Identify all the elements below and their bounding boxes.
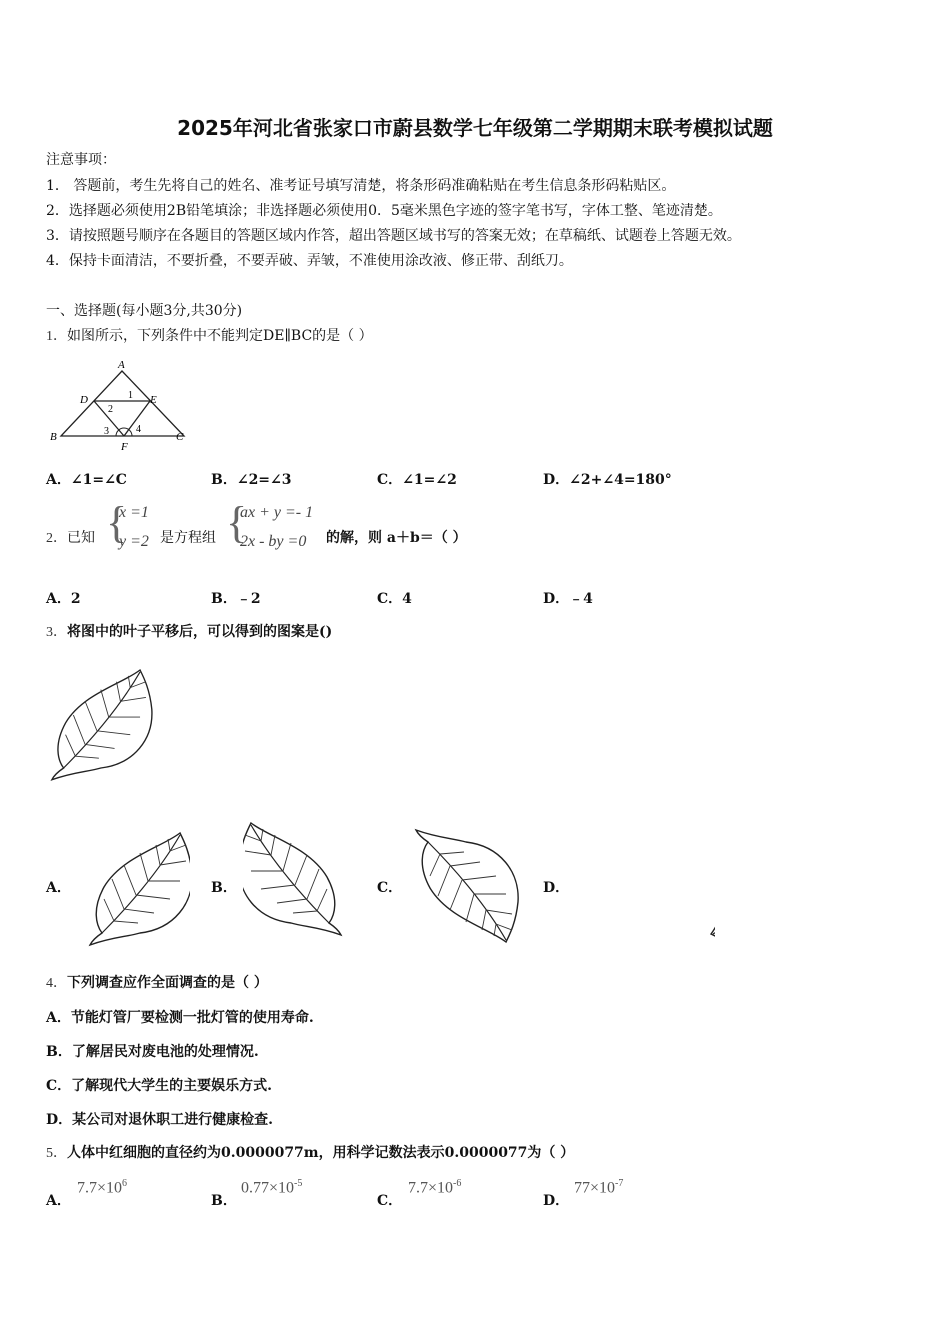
- q3-option-a-leaf-image[interactable]: [80, 825, 190, 953]
- question-2-pre: 已知: [67, 530, 95, 546]
- solution-x: x =1: [119, 504, 149, 521]
- question-1-number: 1．: [46, 329, 67, 344]
- q2-option-d: D．﹣4: [543, 591, 593, 607]
- q5-option-b-base: 0.77×10: [241, 1179, 295, 1197]
- label-F: F: [121, 441, 128, 453]
- equation-2: 2x - by =0: [240, 533, 307, 550]
- label-angle-4: 4: [136, 424, 141, 435]
- q3-option-d-leaf-image[interactable]: [585, 836, 715, 940]
- q3-option-c-label: C．: [377, 880, 403, 896]
- question-3: [46, 622, 332, 643]
- q4-option-c: C．了解现代大学生的主要娱乐方式.: [46, 1078, 273, 1094]
- q5-option-d-label: D．: [543, 1193, 570, 1209]
- q2-option-a: A．2: [46, 591, 81, 607]
- label-A: A: [118, 359, 125, 371]
- original-leaf-image: [48, 660, 158, 790]
- question-2-lead: [46, 528, 95, 549]
- question-2-number: 2．: [46, 531, 67, 546]
- triangle-figure: [46, 356, 196, 454]
- equation-1: ax + y =- 1: [240, 504, 314, 521]
- question-5-number: 5．: [46, 1146, 67, 1161]
- left-brace-1: {: [106, 498, 128, 547]
- label-angle-3: 3: [104, 426, 109, 437]
- question-2-mid: 是方程组: [160, 530, 216, 546]
- q5-option-c-value: [408, 1178, 461, 1197]
- q2-option-b: B．﹣2: [211, 591, 261, 607]
- q1-option-a: A．∠1=∠C: [46, 472, 127, 488]
- question-4-number: 4．: [46, 976, 67, 991]
- notice-item-4: 4．保持卡面清洁，不要折叠，不要弄破、弄皱，不准使用涂改液、修正带、刮纸刀。: [46, 253, 573, 269]
- notice-heading: 注意事项：: [46, 152, 116, 168]
- q4-option-d: D．某公司对退休职工进行健康检查.: [46, 1112, 274, 1128]
- label-angle-1: 1: [128, 390, 133, 401]
- q5-option-a-exponent: 6: [122, 1178, 128, 1189]
- q5-option-d-exponent: -7: [615, 1178, 624, 1189]
- q5-option-b-value: [241, 1178, 302, 1197]
- q1-option-c: C．∠1=∠2: [377, 472, 457, 488]
- question-4-stem: 下列调查应作全面调查的是（ ）: [67, 975, 268, 991]
- q4-option-b: B．了解居民对废电池的处理情况.: [46, 1044, 259, 1060]
- q5-option-b-exponent: -5: [294, 1178, 303, 1189]
- notice-item-2: 2．选择题必须使用2B铅笔填涂；非选择题必须使用0．5毫米黑色字迹的签字笔书写，字体工整、笔迹清楚。: [46, 203, 722, 219]
- question-3-stem: 将图中的叶子平移后，可以得到的图案是(): [67, 624, 333, 640]
- q5-option-d-base: 77×10: [574, 1179, 616, 1197]
- label-C: C: [176, 431, 184, 443]
- q5-option-c-exponent: -6: [453, 1178, 462, 1189]
- label-B: B: [50, 431, 57, 443]
- q5-option-a-label: A．: [46, 1193, 71, 1209]
- q5-option-d-value: [574, 1178, 623, 1197]
- question-4: [46, 973, 268, 994]
- q5-option-c-base: 7.7×10: [408, 1179, 454, 1197]
- section-heading: 一、选择题(每小题3分,共30分): [46, 303, 243, 319]
- question-1: [46, 326, 373, 347]
- question-5-stem: 人体中红细胞的直径约为0.0000077m，用科学记数法表示0.0000077为（ ）: [67, 1145, 575, 1161]
- q3-option-d-label: D．: [543, 880, 570, 896]
- q5-option-c-label: C．: [377, 1193, 403, 1209]
- left-brace-2: {: [226, 498, 248, 547]
- q4-option-a: A．节能灯管厂要检测一批灯管的使用寿命.: [46, 1010, 314, 1026]
- question-3-number: 3．: [46, 625, 67, 640]
- q3-option-b-label: B．: [211, 880, 237, 896]
- question-5: [46, 1143, 574, 1164]
- q2-option-c: C．4: [377, 591, 412, 607]
- label-E: E: [150, 394, 157, 406]
- solution-y: y =2: [119, 533, 149, 550]
- q5-option-a-base: 7.7×10: [77, 1179, 123, 1197]
- label-angle-2: 2: [108, 404, 113, 415]
- q5-option-a-value: [77, 1178, 127, 1197]
- q3-option-c-leaf-image[interactable]: [408, 826, 520, 950]
- question-2-post: 的解，则 a＋b＝（ ）: [326, 530, 467, 546]
- notice-item-1: 1． 答题前，考生先将自己的姓名、准考证号填写清楚，将条形码准确粘贴在考生信息条形码粘贴区。: [46, 178, 676, 194]
- label-D: D: [80, 394, 88, 406]
- q3-option-b-leaf-image[interactable]: [243, 815, 353, 943]
- notice-item-3: 3．请按照题号顺序在各题目的答题区域内作答，超出答题区域书写的答案无效；在草稿纸、试题卷上答题无效。: [46, 228, 741, 244]
- q1-option-b: B．∠2=∠3: [211, 472, 292, 488]
- q3-option-a-label: A．: [46, 880, 71, 896]
- q1-option-d: D．∠2+∠4=180°: [543, 472, 672, 488]
- page-title: 2025年河北省张家口市蔚县数学七年级第二学期期末联考模拟试题: [177, 116, 773, 140]
- question-1-stem: 如图所示，下列条件中不能判定DE∥BC的是（ ）: [67, 328, 373, 344]
- q5-option-b-label: B．: [211, 1193, 237, 1209]
